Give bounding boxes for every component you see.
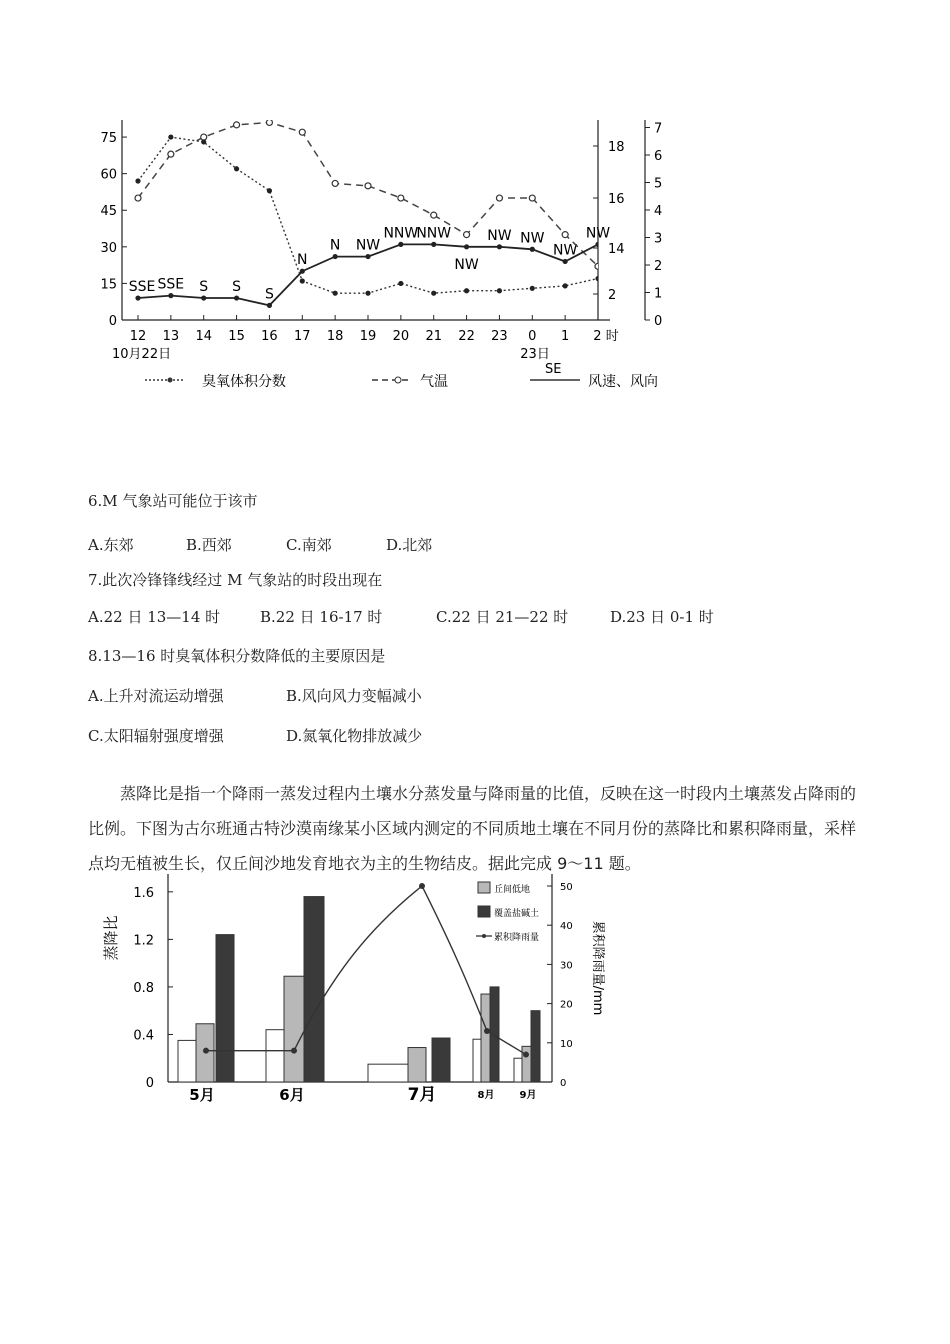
date-label-23: 23日: [520, 347, 550, 362]
right2-tick-label: 4: [654, 204, 663, 219]
left-tick-label: 0: [145, 1076, 154, 1091]
left-tick-label: 45: [100, 204, 117, 220]
bar-saline: [432, 1038, 450, 1082]
ozone-point: [595, 276, 600, 281]
chart1-legend: [145, 362, 658, 390]
x-tick-label: 1: [561, 329, 570, 344]
wind-point: [234, 295, 239, 300]
legend-saline: 覆盖盐碱土: [494, 909, 540, 919]
x-tick-label: 19: [359, 329, 377, 344]
wind-point: [201, 295, 206, 300]
temperature-point: [332, 180, 338, 186]
right-tick-label: 40: [560, 921, 573, 933]
x-tick-label: 16: [261, 329, 278, 344]
wind-direction-label: N: [329, 237, 341, 254]
right2-tick-label: 1: [654, 286, 663, 302]
x-tick-label: 15: [228, 329, 245, 344]
right1-tick-label: 2: [608, 288, 617, 303]
legend-wind-sample: SE: [545, 362, 562, 377]
y2-axis-title: 累积降雨量/mm: [590, 920, 605, 1016]
wind-direction-label: S: [232, 279, 242, 296]
ozone-point: [168, 134, 173, 139]
q8-option-a[interactable]: A.上升对流运动增强: [88, 687, 224, 705]
wind-direction-label: SSE: [157, 276, 185, 293]
ozone-point: [300, 278, 305, 283]
x-tick-label: 17: [294, 329, 311, 344]
wind-point: [497, 244, 502, 249]
ozone-point: [267, 188, 272, 193]
wind-direction-label: NW: [552, 242, 578, 259]
q8-option-d[interactable]: D.氮氧化物排放减少: [286, 727, 423, 745]
wind-direction-label: NNW: [416, 225, 452, 242]
bar-lowland: [408, 1048, 426, 1082]
bar-lowland: [284, 976, 304, 1082]
chart1-axes: [100, 120, 662, 362]
q7-option-a[interactable]: A.22 日 13—14 时: [88, 608, 221, 626]
rain-point: [203, 1048, 209, 1054]
y-axis-title: 蒸降比: [102, 915, 120, 961]
rain-point: [291, 1048, 297, 1054]
right2-tick-label: 7: [654, 121, 663, 137]
x-tick-label: 12: [129, 329, 147, 344]
right-tick-label: 20: [560, 999, 573, 1011]
ozone-line: [138, 137, 598, 296]
wind-point: [365, 254, 370, 259]
bar-saline: [304, 897, 324, 1082]
wind-point: [530, 247, 535, 252]
x-tick-label: 2 时: [593, 329, 619, 344]
q7-option-b[interactable]: B.22 日 16-17 时: [260, 608, 383, 626]
temperature-point: [135, 195, 141, 201]
wind-point: [333, 254, 338, 259]
x-tick-label: 14: [195, 329, 212, 344]
legend-wind: 风速、风向: [588, 374, 658, 390]
x-tick-label: 20: [392, 329, 410, 344]
right1-tick-label: 16: [608, 192, 625, 207]
x-tick-label: 22: [458, 329, 475, 344]
ozone-point: [201, 139, 206, 144]
right1-tick-label: 18: [608, 140, 625, 155]
x-tick-label: 13: [162, 329, 180, 344]
bar-bare-sand: [178, 1040, 196, 1082]
q6-option-d[interactable]: D.北郊: [386, 536, 433, 554]
right2-tick-label: 5: [654, 176, 663, 192]
month-label: 5月: [189, 1086, 215, 1104]
right2-tick-label: 3: [654, 231, 663, 247]
wind-direction-label: NW: [520, 230, 545, 247]
temperature-point: [562, 232, 568, 238]
ozone-point: [563, 283, 568, 288]
left-tick-label: 0.4: [133, 1028, 154, 1044]
rain-point: [523, 1052, 529, 1058]
left-tick-label: 60: [100, 167, 117, 183]
ozone-point: [497, 288, 502, 293]
temperature-point: [234, 122, 240, 128]
x-tick-label: 0: [528, 329, 537, 344]
wind-direction-label: NW: [454, 256, 479, 273]
left-tick-label: 75: [100, 131, 117, 147]
right-tick-label: 0: [560, 1078, 567, 1089]
rain-point: [484, 1028, 490, 1034]
wind-point: [563, 259, 568, 264]
rain-point: [419, 883, 425, 889]
bar-lowland: [481, 994, 490, 1082]
ozone-point: [431, 291, 436, 296]
temperature-point: [201, 134, 207, 140]
question-8: 8.13—16 时臭氧体积分数降低的主要原因是: [88, 647, 386, 665]
temperature-point: [496, 195, 502, 201]
wind-point: [398, 242, 403, 247]
legend-rain: 累积降雨量: [494, 933, 540, 943]
wind-direction-label: S: [264, 286, 274, 303]
bar-saline: [531, 1011, 540, 1082]
q6-option-a[interactable]: A.东郊: [88, 536, 134, 554]
bar-bare-sand: [368, 1064, 408, 1082]
temperature-point: [529, 195, 535, 201]
q6-option-b[interactable]: B.西郊: [186, 536, 232, 554]
bar-bare-sand: [266, 1030, 286, 1082]
wind-direction-label: NW: [355, 237, 381, 254]
wind-direction-label: SSE: [128, 279, 156, 296]
left-tick-label: 1.2: [133, 933, 154, 949]
temperature-point: [299, 129, 305, 135]
right2-tick-label: 0: [654, 314, 663, 329]
wind-point: [135, 295, 140, 300]
chart2-legend: [476, 882, 539, 943]
ozone-point: [234, 166, 239, 171]
month-label: 8月: [477, 1090, 495, 1101]
left-tick-label: 30: [100, 240, 117, 256]
left-tick-label: 0: [108, 314, 117, 329]
month-label: 9月: [519, 1090, 537, 1101]
right2-tick-label: 2: [654, 259, 663, 274]
temperature-point: [595, 263, 601, 269]
month-label: 7月: [407, 1085, 437, 1105]
wind-point: [300, 269, 305, 274]
evaporation-rain-chart: [90, 868, 610, 1108]
right1-tick-label: 14: [608, 242, 625, 257]
ozone-point: [365, 291, 370, 296]
intro-paragraph: 蒸降比是指一个降雨一蒸发过程内土壤水分蒸发量与降雨量的比值，反映在这一时段内土壤蒸发占降雨的比例。下图为古尔班通古特沙漠南缘某小区域内测定的不同质地土壤在不同月份的蒸降比和累积降雨量，采样点均无植被生长，仅丘间沙地发育地衣为主的生物结皮。据此完成 9～11 题。: [88, 784, 857, 873]
wind-direction-label: NNW: [383, 225, 419, 242]
wind-point: [595, 242, 600, 247]
ozone-point: [398, 281, 403, 286]
right-tick-label: 30: [560, 960, 573, 972]
legend-ozone: 臭氧体积分数: [202, 374, 286, 390]
month-label: 6月: [279, 1086, 305, 1104]
x-tick-label: 18: [326, 329, 344, 344]
question-7: 7.此次冷锋锋线经过 M 气象站的时段出现在: [88, 571, 383, 589]
legend-temperature: 气温: [420, 374, 448, 390]
ozone-weather-chart: [90, 108, 710, 398]
temperature-point: [464, 232, 470, 238]
x-tick-label: 21: [425, 329, 442, 344]
temperature-point: [398, 195, 404, 201]
q7-option-d[interactable]: D.23 日 0-1 时: [610, 608, 714, 626]
ozone-point: [135, 178, 140, 183]
question-6: 6.M 气象站可能位于该市: [88, 492, 258, 510]
q7-option-c[interactable]: C.22 日 21—22 时: [436, 608, 569, 626]
left-tick-label: 1.6: [133, 885, 154, 901]
wind-point: [464, 244, 469, 249]
ozone-point: [464, 288, 469, 293]
q8-option-c[interactable]: C.太阳辐射强度增强: [88, 727, 224, 745]
right2-tick-label: 6: [654, 149, 663, 164]
date-label-22: 10月22日: [112, 347, 172, 362]
left-tick-label: 0.8: [133, 980, 154, 996]
wind-point: [431, 242, 436, 247]
q8-option-b[interactable]: B.风向风力变幅减小: [286, 687, 422, 705]
wind-direction-label: NW: [487, 227, 512, 244]
wind-direction-label: N: [297, 252, 308, 269]
wind-point: [168, 293, 173, 298]
temperature-point: [266, 119, 272, 125]
wind-direction-label: S: [199, 279, 209, 296]
wind-direction-label: NW: [585, 225, 611, 242]
temperature-point: [365, 183, 371, 189]
x-tick-label: 23: [491, 329, 508, 344]
temperature-point: [431, 212, 437, 218]
left-tick-label: 15: [100, 277, 117, 293]
bar-saline: [216, 935, 234, 1082]
chart2-bars: [178, 897, 540, 1082]
wind-point: [267, 303, 272, 308]
right-tick-label: 50: [560, 882, 573, 893]
right-tick-label: 10: [560, 1038, 573, 1050]
ozone-point: [530, 286, 535, 291]
ozone-point: [333, 291, 338, 296]
temperature-point: [168, 151, 174, 157]
legend-lowland: 丘间低地: [494, 885, 531, 895]
q6-option-c[interactable]: C.南郊: [286, 536, 332, 554]
